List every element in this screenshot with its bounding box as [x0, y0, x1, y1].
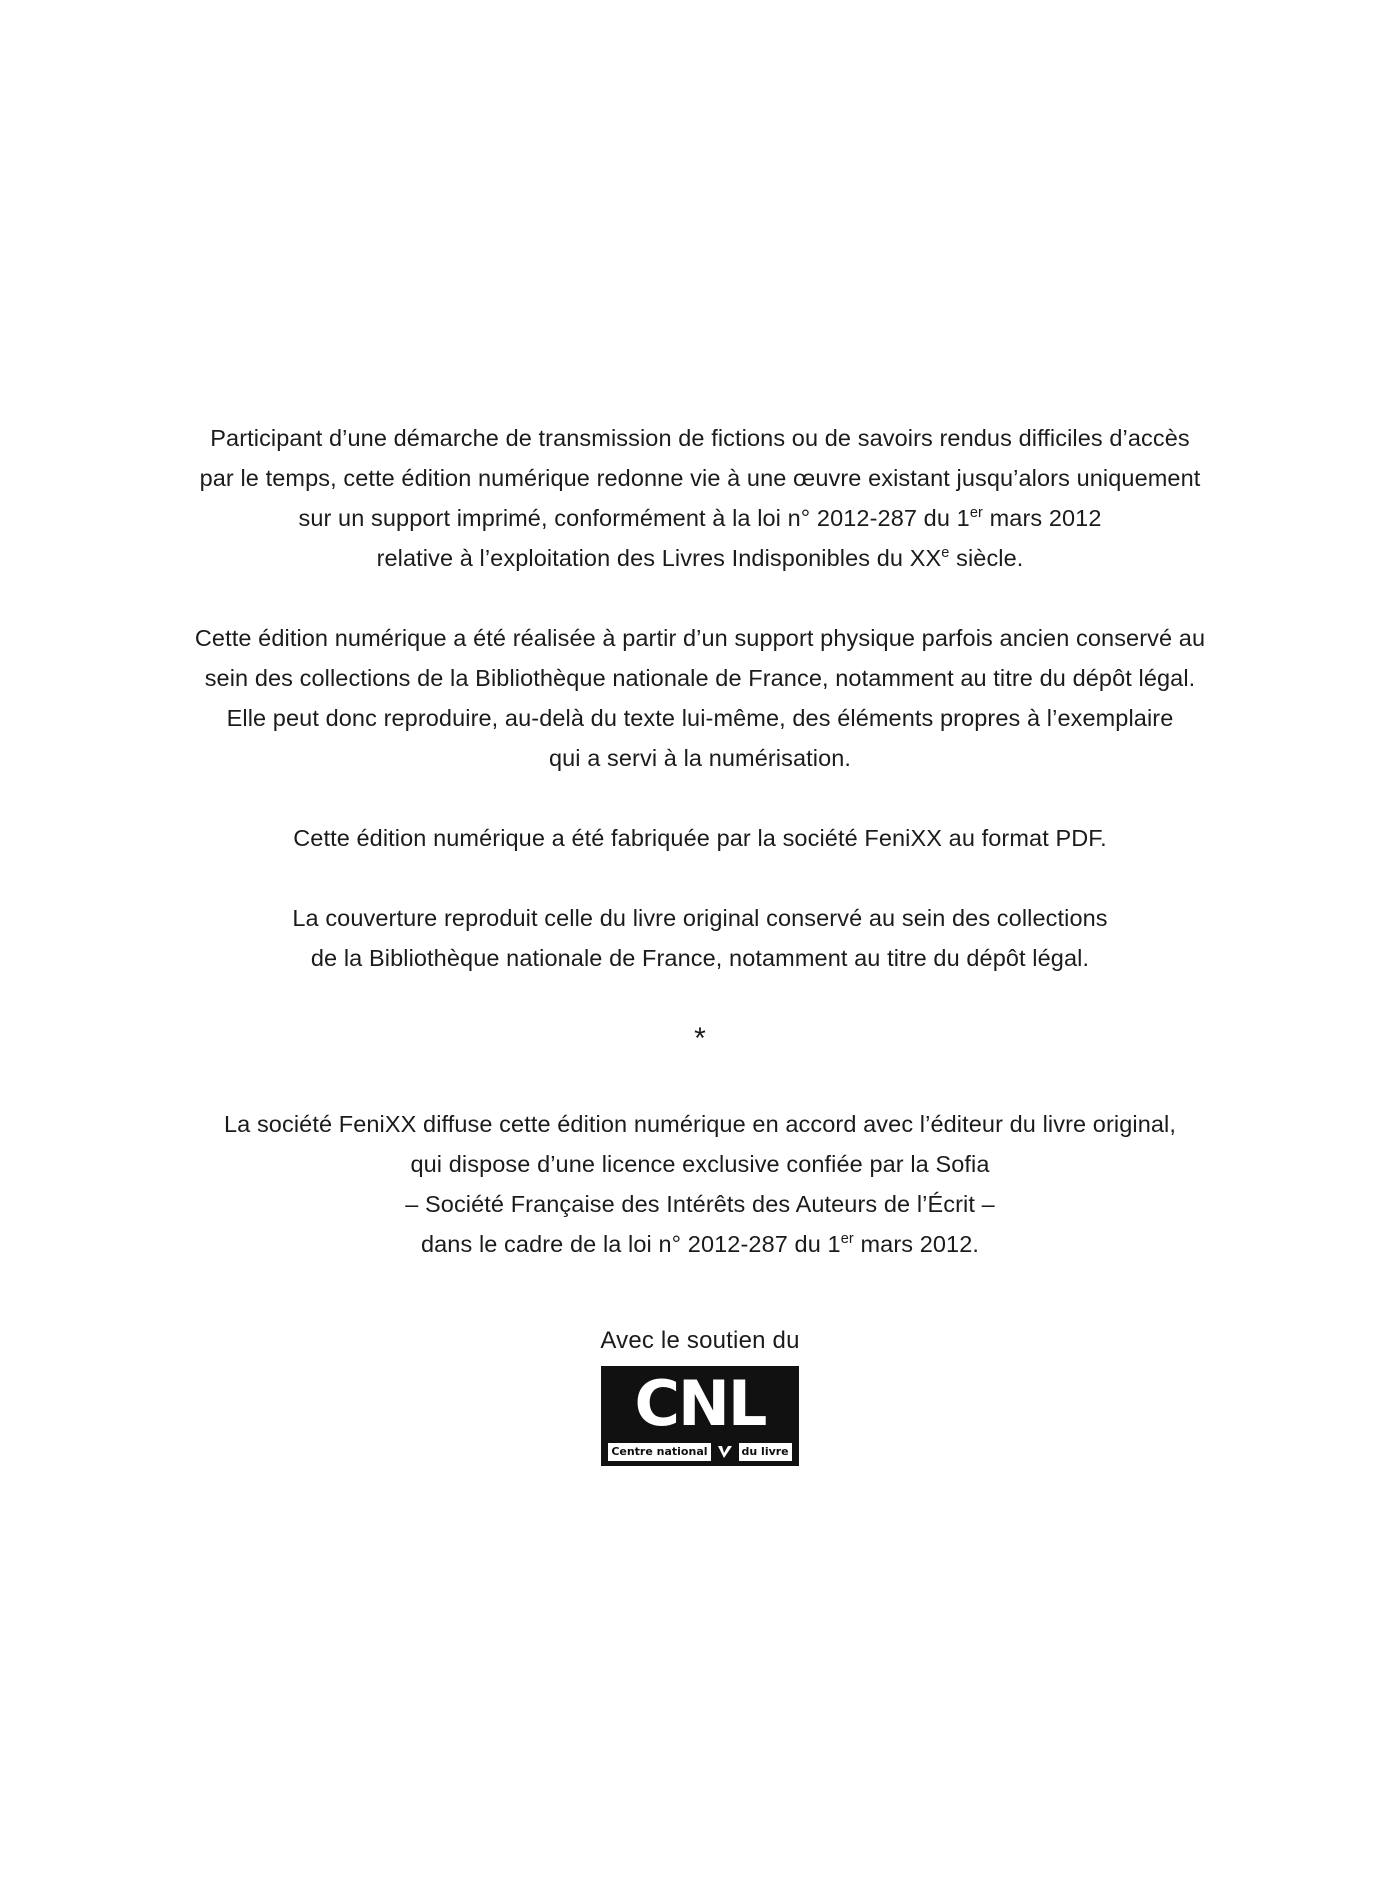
cnl-logo-footer-left: Centre national: [608, 1443, 710, 1461]
support-label: Avec le soutien du: [600, 1327, 800, 1354]
paragraph-support-physique: Cette édition numérique a été réalisée à partir d’un support physique parfois ancien conservé au sein des collections de la Bibliothèque nationale de France, notamment au titre du dépôt légal. Elle peut donc reproduire, au-delà du texte lui-même, des éléments propres à l’exemplaire qui a servi à la numérisation.: [194, 625, 1206, 771]
cnl-logo-letters: CNL: [634, 1367, 766, 1440]
section-separator-asterisk: *: [694, 1022, 706, 1055]
document-content: [0, 418, 1400, 1466]
paragraph-diffusion-legale: La société FeniXX diffuse cette édition numérique en accord avec l’éditeur du livre original, qui dispose d’une licence exclusive confiée par la Sofia – Société Française des Intérêts des Auteurs de l’Écrit – dans le cadre de la loi n° 2012-287 du 1er mars 2012.: [223, 1111, 1177, 1257]
cnl-logo-footer-right: du livre: [739, 1443, 792, 1461]
paragraph-transmission: Participant d’une démarche de transmission de fictions ou de savoirs rendus difficiles d’accès par le temps, cette édition numérique redonne vie à une œuvre existant jusqu’alors uniquement sur un support imprimé, conformément à la loi n° 2012-287 du 1er mars 2012 relative à l’exploitation des Livres Indisponibles du XXe siècle.: [199, 425, 1201, 571]
cnl-logo: [601, 1366, 799, 1466]
cnl-logo-footer: [601, 1442, 799, 1462]
paragraph-fabrication: Cette édition numérique a été fabriquée par la société FeniXX au format PDF.: [293, 825, 1107, 851]
paragraph-couverture: La couverture reproduit celle du livre original conservé au sein des collections de la Bibliothèque nationale de France, notamment au titre du dépôt légal.: [292, 905, 1108, 971]
check-icon: [717, 1444, 733, 1460]
support-block: [600, 1326, 799, 1466]
